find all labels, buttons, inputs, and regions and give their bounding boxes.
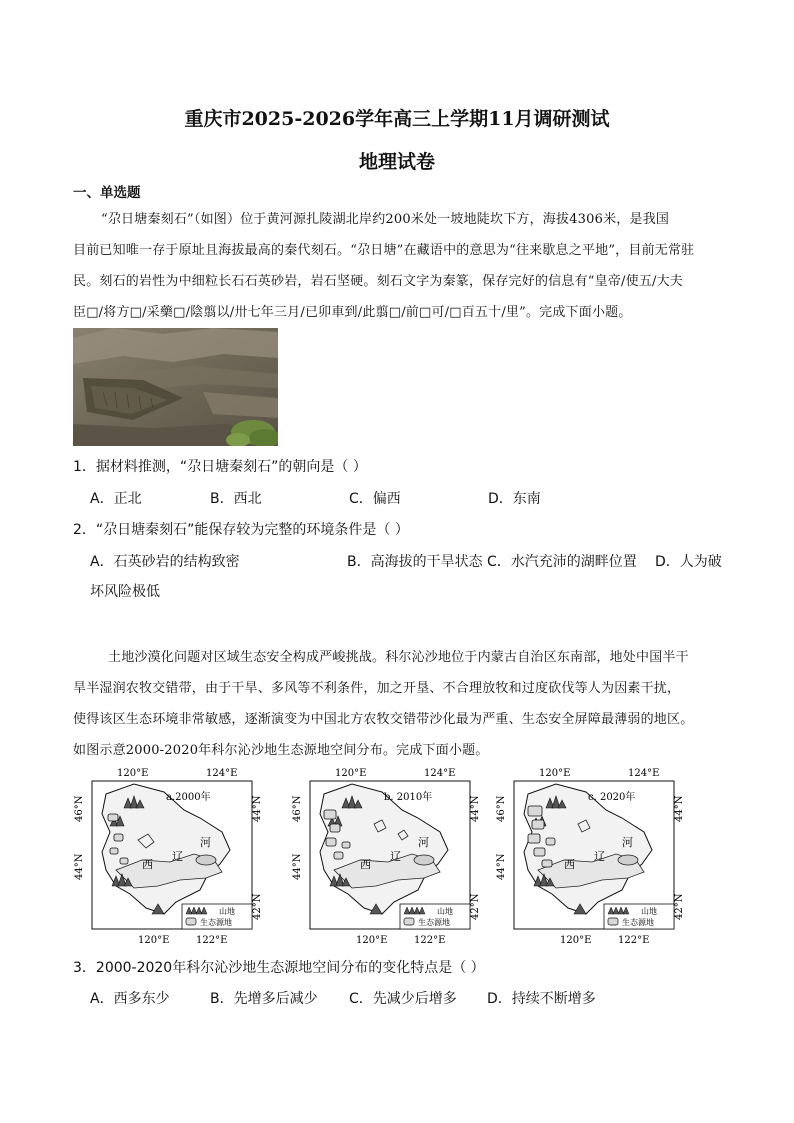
map-label-he: 河	[622, 836, 633, 849]
option-1d[interactable]: D．东南	[488, 491, 541, 507]
map-lon-bottom-right: 122°E	[618, 935, 650, 946]
option-2d[interactable]: D．人为破	[655, 554, 722, 570]
map-label-liao: 辽	[172, 850, 183, 863]
passage-line: 如图示意2000-2020年科尔沁沙地生态源地空间分布。完成下面小题。	[73, 743, 489, 758]
map-lat-left-lower: 44°N	[292, 853, 303, 880]
legend-source-icon	[608, 918, 618, 925]
page-subtitle: 地理试卷	[358, 151, 435, 173]
map-year-label: b. 2010年	[384, 792, 433, 803]
section-heading: 一、单选题	[73, 185, 141, 201]
passage-line: 旱半湿润农牧交错带，由于干旱、多风等不利条件，加之开垦、不合理放牧和过度砍伐等人为因素干扰，	[73, 681, 681, 696]
passage-line: 目前已知唯一存于原址且海拔最高的秦代刻石。“尕日塘”在藏语中的意思为“往来歇息之平地”，目前无常驻	[73, 243, 695, 258]
option-1b[interactable]: B．西北	[210, 491, 262, 507]
map-lat-left-upper: 46°N	[496, 795, 507, 822]
map-label-liao: 辽	[594, 850, 605, 863]
map-2010	[290, 762, 480, 948]
map-lon-bottom-left: 120°E	[356, 935, 388, 946]
map-lon-bottom-right: 122°E	[414, 935, 446, 946]
map-lat-right-upper: 44°N	[674, 795, 684, 822]
map-label-xi: 西	[564, 858, 575, 871]
map-year-label: c. 2020年	[588, 792, 636, 803]
legend-source-label: 生态源地	[200, 918, 232, 927]
option-3a[interactable]: A．西多东少	[90, 991, 170, 1007]
map-lat-right-lower: 42°N	[674, 893, 684, 920]
option-2b[interactable]: B．高海拔的干旱状态	[347, 554, 483, 570]
map-2000	[72, 762, 262, 948]
map-lon-bottom-left: 120°E	[138, 935, 170, 946]
option-2d-wrap: 坏风险极低	[90, 584, 160, 600]
option-1a[interactable]: A．正北	[90, 491, 142, 507]
option-2c[interactable]: C．水汽充沛的湖畔位置	[487, 554, 637, 570]
option-3d[interactable]: D．持续不断增多	[487, 991, 596, 1007]
legend-mountain-label: 山地	[219, 907, 235, 916]
map-lat-left-upper: 46°N	[74, 795, 85, 822]
legend-mountain-label: 山地	[437, 907, 453, 916]
map-lat-right-upper: 44°N	[470, 795, 480, 822]
passage-line: 民。刻石的岩性为中细粒长石石英砂岩，岩石坚硬。刻石文字为秦篆，保存完好的信息有“皇帝/使五/大夫	[73, 274, 684, 289]
map-2020	[494, 762, 684, 948]
map-lon-top-left: 120°E	[117, 768, 149, 779]
passage-line: 使得该区生态环境非常敏感，逐渐演变为中国北方农牧交错带沙化最为严重、生态安全屏障最薄弱的地区。	[73, 712, 694, 727]
map-label-he: 河	[418, 836, 429, 849]
legend-source-label: 生态源地	[418, 918, 450, 927]
passage-line: “尕日塘秦刻石”（如图）位于黄河源扎陵湖北岸约200米处一坡地陡坎下方，海拔4306米，是我国	[101, 212, 670, 227]
option-3c[interactable]: C．先减少后增多	[349, 991, 457, 1007]
legend-source-icon	[186, 918, 196, 925]
map-label-liao: 辽	[390, 850, 401, 863]
stone-carving-photo	[73, 328, 278, 446]
map-lon-top-left: 120°E	[335, 768, 367, 779]
question-1-stem: 1．据材料推测，“尕日塘秦刻石”的朝向是（ ）	[73, 459, 367, 475]
map-lat-right-lower: 42°N	[252, 893, 262, 920]
option-1c[interactable]: C．偏西	[349, 491, 401, 507]
map-lat-right-upper: 44°N	[252, 795, 262, 822]
passage-line: 臣□/将方□/采藥□/陰翦以/卅七年三月/已卯車到/此翦□/前□可/□百五十/里”。完成下面小题。	[73, 305, 632, 320]
map-lat-right-lower: 42°N	[470, 893, 480, 920]
map-lat-left-upper: 46°N	[292, 795, 303, 822]
map-lat-left-lower: 44°N	[496, 853, 507, 880]
map-lat-left-lower: 44°N	[74, 853, 85, 880]
legend-source-icon	[404, 918, 414, 925]
map-lon-top-right: 124°E	[206, 768, 238, 779]
map-lon-top-left: 120°E	[539, 768, 571, 779]
map-year-label: a.2000年	[166, 792, 211, 803]
passage-line: 土地沙漠化问题对区域生态安全构成严峻挑战。科尔沁沙地位于内蒙古自治区东南部，地处中国半干	[108, 650, 689, 665]
map-lon-bottom-left: 120°E	[560, 935, 592, 946]
legend-mountain-label: 山地	[641, 907, 657, 916]
legend-source-label: 生态源地	[622, 918, 654, 927]
page-title: 重庆市2025-2026学年高三上学期11月调研测试	[184, 108, 610, 130]
map-label-he: 河	[200, 836, 211, 849]
option-2a[interactable]: A．石英砂岩的结构致密	[90, 554, 240, 570]
map-lon-top-right: 124°E	[628, 768, 660, 779]
question-3-stem: 3．2000-2020年科尔沁沙地生态源地空间分布的变化特点是（ ）	[73, 960, 485, 976]
question-2-stem: 2．“尕日塘秦刻石”能保存较为完整的环境条件是（ ）	[73, 522, 409, 538]
option-3b[interactable]: B．先增多后减少	[210, 991, 318, 1007]
map-lon-top-right: 124°E	[424, 768, 456, 779]
map-lon-bottom-right: 122°E	[196, 935, 228, 946]
map-label-xi: 西	[142, 858, 153, 871]
map-label-xi: 西	[360, 858, 371, 871]
